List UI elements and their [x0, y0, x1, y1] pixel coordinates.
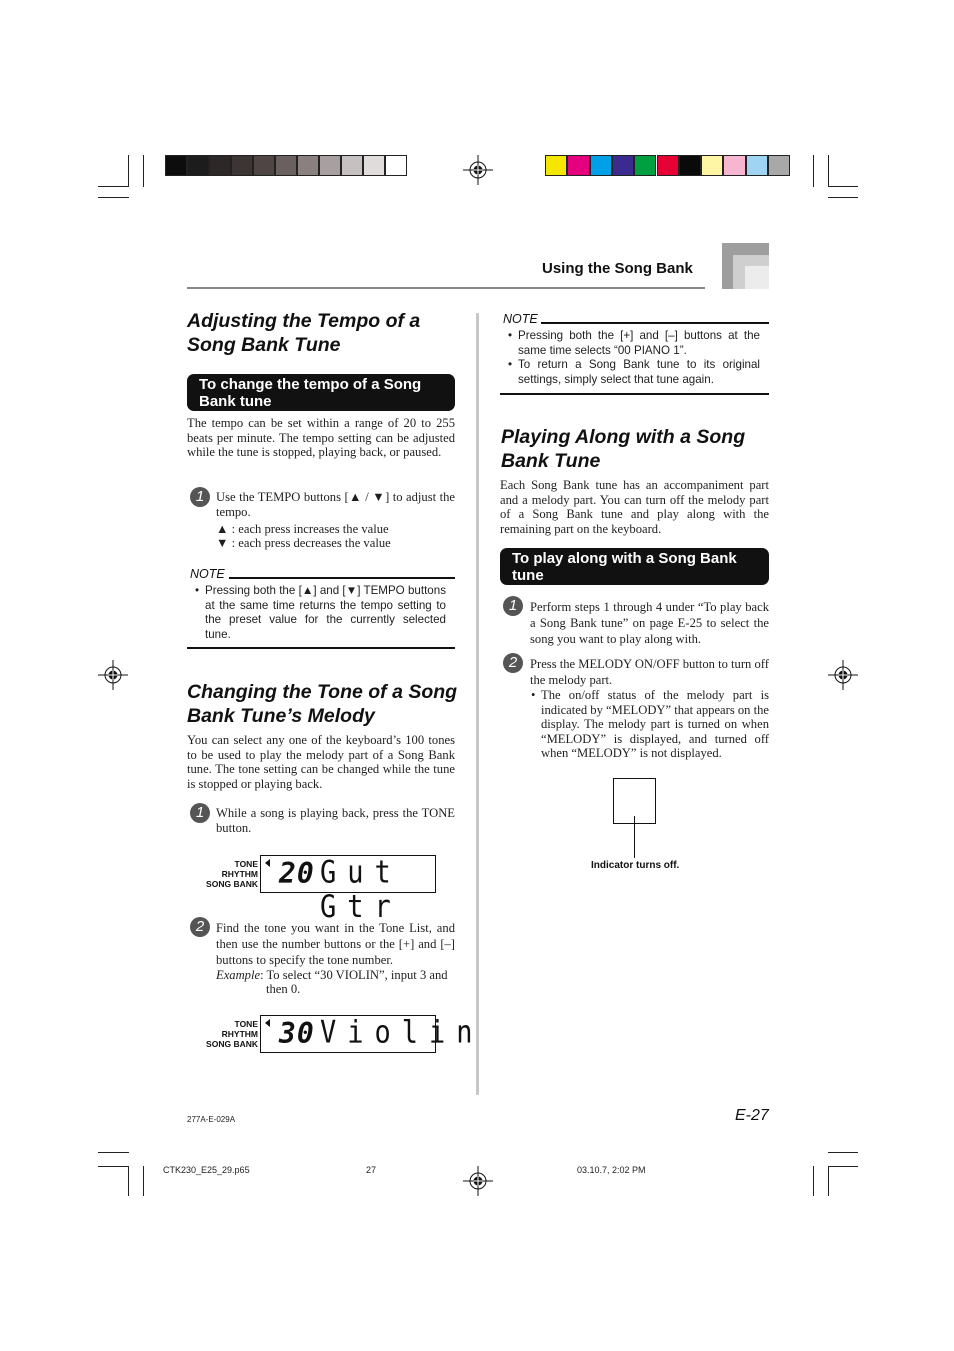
tempo-procedure-heading: To change the tempo of a Song Bank tune: [187, 374, 455, 411]
step-number-badge: 1: [190, 487, 210, 507]
tempo-intro: The tempo can be set within a range of 20 to 255 beats per minute. The tempo setting can be adjusted while the tune is stopped, playing back, or paused.: [187, 416, 455, 460]
lcd-pointer-icon: [265, 859, 270, 867]
step-number-badge: 1: [503, 596, 523, 616]
list-item: • The on/off status of the melody part is indicated by “MELODY” that appears on the display. The melody part is turned on when “MELODY” is displayed, and turned off when “MELODY” is not displayed.: [531, 688, 769, 761]
tone-step2-example-cont: then 0.: [266, 982, 301, 996]
tempo-step1-decrease: ▼ : each press decreases the value: [216, 536, 391, 550]
note-label: NOTE: [190, 567, 225, 581]
tempo-note-list: [195, 584, 446, 642]
note-end-rule: [187, 647, 455, 649]
play-procedure-heading: To play along with a Song Bank tune: [500, 548, 769, 585]
color-swatch: [612, 155, 634, 176]
lcd-tone-name: Violin: [320, 1014, 484, 1051]
lcd-tone-number: 30: [279, 1017, 315, 1050]
color-swatch: [545, 155, 567, 176]
indicator-leader-line: [634, 816, 635, 858]
tone-step1-text: While a song is playing back, press the TONE button.: [216, 806, 455, 835]
lcd-tone-number: 20: [279, 857, 315, 890]
print-timestamp: 03.10.7, 2:02 PM: [577, 1165, 646, 1175]
tempo-section-title: Adjusting the Tempo of a Song Bank Tune: [187, 310, 421, 356]
lcd-display: [260, 1014, 484, 1053]
list-item: • Pressing both the [▲] and [▼] TEMPO buttons at the same time returns the tempo setting to the preset value for the currently selected tune.: [195, 584, 446, 642]
registration-target-icon: [98, 660, 128, 690]
tempo-step1-increase: ▲ : each press increases the value: [216, 522, 389, 536]
gray-swatch: [209, 155, 231, 176]
list-item: • Pressing both the [+] and [–] buttons at the same time selects “00 PIANO 1”.: [508, 329, 760, 358]
gray-swatch: [341, 155, 363, 176]
page-number: E-27: [735, 1107, 769, 1124]
play-step1-text: Perform steps 1 through 4 under “To play back a Song Bank tune” on page E-25 to select the song you want to play along with.: [530, 600, 769, 646]
color-swatch: [746, 155, 768, 176]
gray-swatch: [319, 155, 341, 176]
tone-section-title: Changing the Tone of a Song Bank Tune’s Melody: [187, 681, 458, 727]
column-divider: [476, 313, 479, 1095]
color-swatch: [634, 155, 656, 176]
gray-swatch: [363, 155, 385, 176]
registration-target-icon: [463, 1166, 493, 1196]
color-swatch: [657, 155, 679, 176]
color-swatch: [679, 155, 701, 176]
color-swatch: [590, 155, 612, 176]
play-step2-bullets: [531, 688, 769, 761]
list-item: • To return a Song Bank tune to its original settings, simply select that tune again.: [508, 358, 760, 387]
tone-intro: You can select any one of the keyboard’s 100 tones to be used to play the melody part of a Song Bank tune. The tone setting can be changed while the tune is stopped or playing back.: [187, 733, 455, 791]
right-note-list: [508, 329, 760, 387]
color-swatch: [567, 155, 589, 176]
play-step2-text: Press the MELODY ON/OFF button to turn off the melody part.: [530, 657, 769, 687]
indicator-caption: Indicator turns off.: [591, 860, 680, 871]
registration-target-icon: [828, 660, 858, 690]
gray-swatch: [297, 155, 319, 176]
registration-target-icon: [463, 155, 493, 185]
color-swatch: [701, 155, 723, 176]
lcd-pointer-icon: [265, 1019, 270, 1027]
step-number-badge: 2: [503, 653, 523, 673]
header-rule: [187, 287, 705, 289]
section-title: Using the Song Bank: [542, 260, 693, 277]
sheet-number: 27: [366, 1165, 377, 1175]
note-label: NOTE: [503, 312, 538, 326]
step-number-badge: 1: [190, 803, 210, 823]
tone-step2-text: Find the tone you want in the Tone List, and then use the number buttons or the [+] and [–] buttons to specify the tone number.: [216, 921, 455, 967]
lcd-mode-labels: TONE RHYTHM SONG BANK: [206, 1019, 258, 1049]
gray-swatch: [165, 155, 187, 176]
tone-step2-example: Example: To select “30 VIOLIN”, input 3 and: [216, 968, 448, 982]
note-rule: [229, 577, 455, 579]
lcd-mode-labels: TONE RHYTHM SONG BANK: [206, 859, 258, 889]
file-name: CTK230_E25_29.p65: [163, 1165, 250, 1175]
color-swatch: [723, 155, 745, 176]
note-rule: [541, 322, 769, 324]
gray-swatch: [275, 155, 297, 176]
gray-swatch: [385, 155, 407, 176]
color-swatch: [768, 155, 790, 176]
page-code: 277A-E-029A: [187, 1115, 236, 1124]
gray-swatch: [253, 155, 275, 176]
step-number-badge: 2: [190, 917, 210, 937]
gray-swatch: [231, 155, 253, 176]
note-end-rule: [500, 393, 769, 395]
tempo-step1-text: Use the TEMPO buttons [▲ / ▼] to adjust the tempo.: [216, 490, 455, 519]
play-section-title: Playing Along with a Song Bank Tune: [501, 426, 746, 472]
lcd-tone-name: Gut Gtr: [320, 854, 402, 925]
play-intro: Each Song Bank tune has an accompaniment part and a melody part. You can turn off the melody part of a Song Bank tune and play along with the remaining part on the keyboard.: [500, 478, 769, 536]
gray-swatch: [187, 155, 209, 176]
lcd-display: [260, 854, 436, 925]
